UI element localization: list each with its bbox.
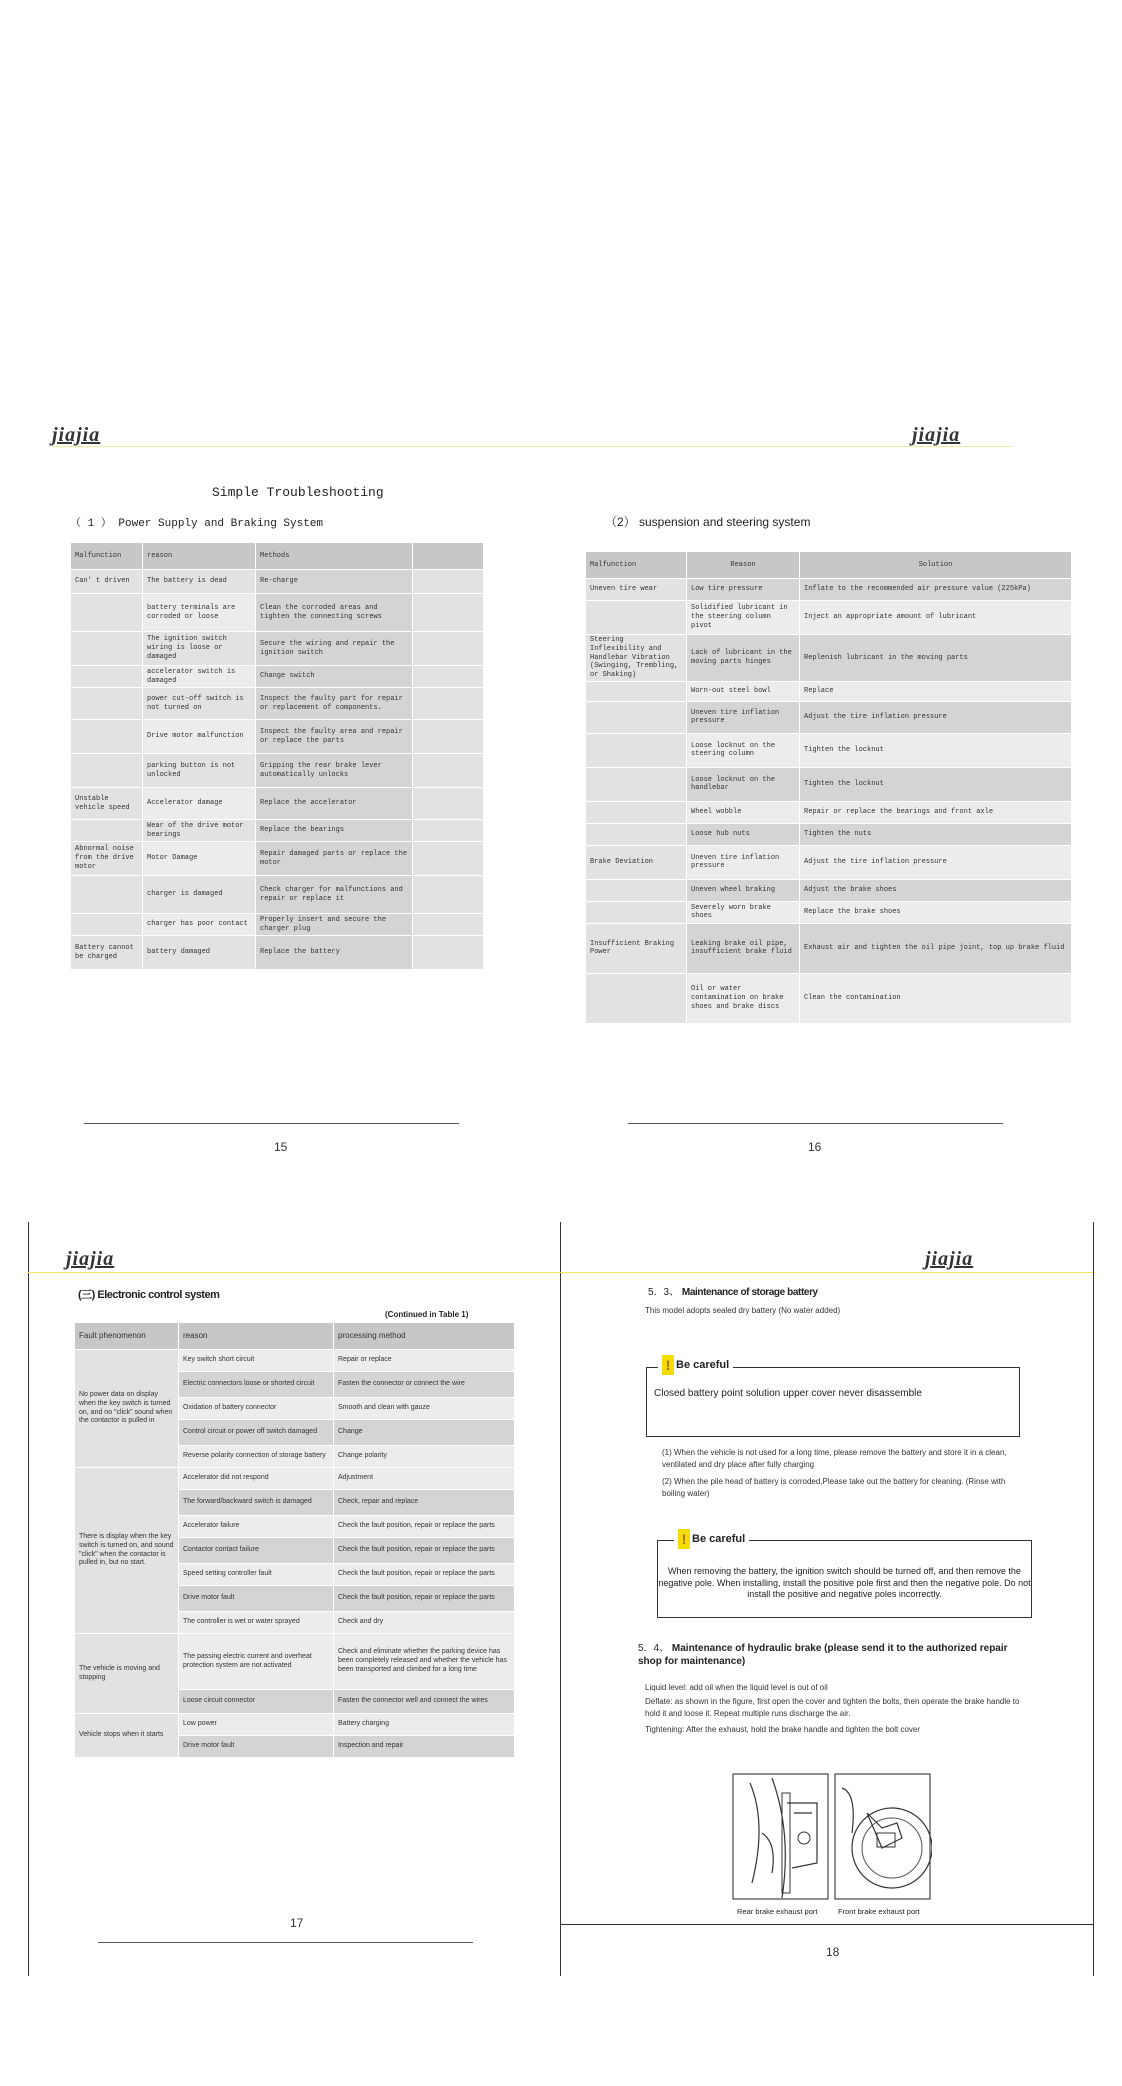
cell-malfunction: Abnormal noise from the drive motor (71, 842, 143, 876)
sec54-title: Maintenance of hydraulic brake (please send it to the authorized repair shop for maintenance) (638, 1643, 1008, 1667)
cell-reason: Severely worn brake shoes (687, 901, 800, 923)
cell-reason: Oil or water contamination on brake shoes and brake discs (687, 973, 800, 1023)
cell-method: Clean the corroded areas and tighten the connecting screws (256, 594, 413, 632)
cell-fault: There is display when the key switch is turned on, and sound "click" when the contactor is pulled in, but no start. (75, 1468, 179, 1634)
cell-method: Adjustment (334, 1468, 515, 1490)
cell-reason: Accelerator failure (179, 1516, 334, 1538)
cell-method: Check and eliminate whether the parking device has been completely released and whether the vehicle has been transported and climbed for a long time (334, 1634, 515, 1690)
cell-solution: Replace (800, 681, 1072, 701)
cell-malfunction (586, 701, 687, 733)
table-row (71, 820, 484, 842)
page-border-left (28, 1222, 29, 1976)
cell-method: Change switch (256, 666, 413, 688)
cell-fault: No power data on display when the key switch is turned on, and no "click" sound when the contactor is pulled in (75, 1350, 179, 1468)
cell-reason: Reverse polarity connection of storage battery (179, 1446, 334, 1468)
cell-method: Replace the accelerator (256, 788, 413, 820)
col-header-malfunction: Malfunction (586, 552, 687, 579)
cell-reason: Low power (179, 1714, 334, 1736)
col-header-methods: Methods (256, 543, 413, 570)
page17-number: 17 (290, 1916, 304, 1930)
cell-reason: The ignition switch wiring is loose or damaged (143, 632, 256, 666)
cell-reason: Wear of the drive motor bearings (143, 820, 256, 842)
cell-malfunction: Can' t driven (71, 570, 143, 594)
cell-method: Repair or replace (334, 1350, 515, 1372)
table-row (71, 688, 484, 720)
warning-icon: ! (662, 1355, 674, 1375)
cell-reason: charger has poor contact (143, 914, 256, 936)
cell-reason: Motor Damage (143, 842, 256, 876)
cell-malfunction (586, 901, 687, 923)
table-row (586, 901, 1072, 923)
table-row (586, 601, 1072, 635)
cell-malfunction: Insufficient Braking Power (586, 923, 687, 973)
table-row (586, 681, 1072, 701)
caption-front-brake: Front brake exhaust port (838, 1907, 920, 1916)
cell-empty (413, 720, 484, 754)
brand-logo-right: jiajia (925, 1248, 974, 1270)
cell-malfunction (71, 688, 143, 720)
cell-empty (413, 820, 484, 842)
table-row (586, 823, 1072, 845)
page15-footer-rule (84, 1123, 459, 1124)
cell-reason: Loose hub nuts (687, 823, 800, 845)
cell-reason: Loose locknut on the steering column (687, 733, 800, 767)
table-row (71, 594, 484, 632)
cell-reason: Oxidation of battery connector (179, 1398, 334, 1420)
col-header-fault: Fault phenomenon (75, 1323, 179, 1350)
sec53-number: 5．3、 (648, 1287, 680, 1298)
cell-solution: Adjust the tire inflation pressure (800, 701, 1072, 733)
cell-method: Properly insert and secure the charger plug (256, 914, 413, 936)
brake-exhaust-diagram (732, 1773, 932, 1903)
caption-rear-brake: Rear brake exhaust port (737, 1907, 818, 1916)
table-row (586, 733, 1072, 767)
cell-method: Check charger for malfunctions and repair or replace it (256, 876, 413, 914)
cell-reason: Drive motor fault (179, 1736, 334, 1758)
col-header-method: processing method (334, 1323, 515, 1350)
cell-malfunction: Battery cannot be charged (71, 936, 143, 970)
page17-subheading: (三) Electronic control system (78, 1289, 220, 1301)
page15-number: 15 (274, 1140, 288, 1154)
page-divider (560, 1222, 561, 1976)
page16-footer-rule (628, 1123, 1003, 1124)
col-header-reason: reason (179, 1323, 334, 1350)
cell-reason: battery damaged (143, 936, 256, 970)
cell-method: Gripping the rear brake lever automatically unlocks (256, 754, 413, 788)
cell-method: Battery charging (334, 1714, 515, 1736)
page17-footer-rule (98, 1942, 473, 1943)
cell-reason: Wheel wobble (687, 801, 800, 823)
table-row (75, 1350, 515, 1372)
battery-item-1: (1) When the vehicle is not used for a long time, please remove the battery and store it in a clean, ventilated and dry place after fully charging (662, 1448, 1007, 1469)
cell-method: Check and dry (334, 1612, 515, 1634)
cell-malfunction (71, 754, 143, 788)
cell-malfunction (586, 973, 687, 1023)
table-row (586, 845, 1072, 879)
caution-tag-2 (674, 1526, 749, 1552)
cell-reason: Contactor contact failure (179, 1538, 334, 1564)
table-row (71, 570, 484, 594)
col-header-malfunction: Malfunction (71, 543, 143, 570)
table-row (71, 914, 484, 936)
page16-number: 16 (808, 1140, 822, 1154)
hydraulic-line-3: Tightening: After the exhaust, hold the brake handle and tighten the bolt cover (645, 1725, 921, 1734)
cell-method: Re-charge (256, 570, 413, 594)
cell-method: Replace the battery (256, 936, 413, 970)
brand-logo-right: jiajia (912, 424, 961, 446)
caution-label-1: Be careful (676, 1359, 730, 1371)
page15-subheading: （ 1 ） Power Supply and Braking System (70, 518, 324, 530)
cell-fault: Vehicle stops when it starts (75, 1714, 179, 1758)
col-header-reason: reason (143, 543, 256, 570)
table-row (586, 801, 1072, 823)
cell-reason: Solidified lubricant in the steering column pivot (687, 601, 800, 635)
cell-reason: The controller is wet or water sprayed (179, 1612, 334, 1634)
cell-solution: Replace the brake shoes (800, 901, 1072, 923)
sec54-heading (638, 1642, 1033, 1668)
cell-method: Smooth and clean with gauze (334, 1398, 515, 1420)
cell-malfunction (71, 632, 143, 666)
cell-method: Fasten the connector well and connect the wires (334, 1690, 515, 1714)
cell-method: Change (334, 1420, 515, 1446)
page16-subheading: （2） suspension and steering system (605, 515, 811, 529)
cell-reason: Worn-out steel bowl (687, 681, 800, 701)
cell-reason: Drive motor fault (179, 1586, 334, 1612)
sec53-note: This model adopts sealed dry battery (No water added) (645, 1306, 841, 1315)
cell-malfunction (71, 594, 143, 632)
cell-reason: power cut-off switch is not turned on (143, 688, 256, 720)
table-row (71, 720, 484, 754)
caution-text-2: When removing the battery, the ignition switch should be turned off, and then remove the negative pole. When installing, install the positive pole first and then the negative pole. Do not install the positive and negative poles incorrectly. (658, 1566, 1031, 1600)
cell-malfunction (586, 801, 687, 823)
cell-reason: Speed setting controller fault (179, 1564, 334, 1586)
cell-reason: Key switch short circuit (179, 1350, 334, 1372)
rear-brake-figure (733, 1774, 828, 1899)
cell-malfunction (71, 914, 143, 936)
table-row (586, 579, 1072, 601)
cell-solution: Tighten the locknut (800, 733, 1072, 767)
cell-empty (413, 788, 484, 820)
cell-reason: The forward/backward switch is damaged (179, 1490, 334, 1516)
table-row (586, 973, 1072, 1023)
cell-solution: Adjust the tire inflation pressure (800, 845, 1072, 879)
cell-empty (413, 754, 484, 788)
cell-reason: Loose circuit connector (179, 1690, 334, 1714)
table-row (75, 1714, 515, 1736)
cell-method: Check the fault position, repair or replace the parts (334, 1538, 515, 1564)
page18-number: 18 (826, 1945, 840, 1959)
table-row (71, 936, 484, 970)
cell-malfunction (71, 820, 143, 842)
cell-reason: Uneven tire inflation pressure (687, 845, 800, 879)
table-row (71, 788, 484, 820)
cell-malfunction (586, 681, 687, 701)
cell-malfunction (71, 666, 143, 688)
table-row (71, 632, 484, 666)
cell-reason: The battery is dead (143, 570, 256, 594)
header-rule (52, 446, 1012, 447)
header-rule (28, 1272, 1093, 1273)
cell-empty (413, 914, 484, 936)
table-row (586, 923, 1072, 973)
cell-malfunction: Unstable vehicle speed (71, 788, 143, 820)
cell-method: Check, repair and replace (334, 1490, 515, 1516)
cell-solution: Adjust the brake shoes (800, 879, 1072, 901)
hydraulic-line-2: Deflate: as shown in the figure, first open the cover and tighten the bolts, then operate the brake handle to hold it and loose it. Repeat multiple runs discharge the air. (645, 1697, 1020, 1718)
table-row (586, 879, 1072, 901)
cell-empty (413, 666, 484, 688)
cell-reason: Electric connectors loose or shorted circuit (179, 1372, 334, 1398)
cell-reason: Uneven tire inflation pressure (687, 701, 800, 733)
page16-table (585, 551, 1072, 1024)
cell-fault: The vehicle is moving and stopping (75, 1634, 179, 1714)
cell-method: Inspect the faulty area and repair or replace the parts (256, 720, 413, 754)
cell-malfunction (71, 720, 143, 754)
cell-reason: Leaking brake oil pipe, insufficient brake fluid (687, 923, 800, 973)
cell-method: Check the fault position, repair or replace the parts (334, 1564, 515, 1586)
cell-solution: Exhaust air and tighten the oil pipe joint, top up brake fluid (800, 923, 1072, 973)
cell-malfunction: Uneven tire wear (586, 579, 687, 601)
page17-continued: (Continued in Table 1) (385, 1310, 469, 1319)
cell-reason: Lack of lubricant in the moving parts hinges (687, 635, 800, 682)
table-row (71, 876, 484, 914)
sec53-heading (648, 1283, 818, 1298)
col-header-solution: Solution (800, 552, 1072, 579)
cell-method: Inspection and repair (334, 1736, 515, 1758)
table-row (586, 767, 1072, 801)
cell-malfunction (586, 601, 687, 635)
caution-tag-1 (658, 1352, 733, 1378)
page15-heading: Simple Troubleshooting (212, 485, 384, 500)
table-row (75, 1634, 515, 1690)
cell-reason: battery terminals are corroded or loose (143, 594, 256, 632)
cell-reason: The passing electric current and overheat protection system are not activated (179, 1634, 334, 1690)
table-row (586, 635, 1072, 682)
cell-empty (413, 688, 484, 720)
cell-reason: Accelerator damage (143, 788, 256, 820)
cell-malfunction (586, 733, 687, 767)
page-border-right (1093, 1222, 1094, 1976)
cell-method: Change polarity (334, 1446, 515, 1468)
sec54-number: 5．4、 (638, 1643, 670, 1654)
cell-method: Fasten the connector or connect the wire (334, 1372, 515, 1398)
table-row (75, 1468, 515, 1490)
table-row (586, 701, 1072, 733)
cell-solution: Replenish lubricant in the moving parts (800, 635, 1072, 682)
cell-reason: parking button is not unlocked (143, 754, 256, 788)
cell-method: Inspect the faulty part for repair or replacement of components. (256, 688, 413, 720)
cell-method: Secure the wiring and repair the ignition switch (256, 632, 413, 666)
cell-malfunction: Brake Deviation (586, 845, 687, 879)
cell-method: Check the fault position, repair or replace the parts (334, 1516, 515, 1538)
cell-reason: Control circuit or power off switch damaged (179, 1420, 334, 1446)
cell-solution: Inflate to the recommended air pressure value (225kPa) (800, 579, 1072, 601)
cell-method: Replace the bearings (256, 820, 413, 842)
cell-reason: Accelerator did not respond (179, 1468, 334, 1490)
cell-empty (413, 936, 484, 970)
cell-method: Check the fault position, repair or replace the parts (334, 1586, 515, 1612)
cell-reason: Loose locknut on the handlebar (687, 767, 800, 801)
table-row (71, 754, 484, 788)
page17-table (74, 1322, 515, 1758)
caution-text-1: Closed battery point solution upper cover never disassemble (654, 1388, 922, 1399)
cell-empty (413, 876, 484, 914)
warning-icon: ! (678, 1529, 690, 1549)
col-header-reason: Reason (687, 552, 800, 579)
table-row (71, 666, 484, 688)
sec53-title: Maintenance of storage battery (681, 1287, 818, 1298)
cell-solution: Tighten the locknut (800, 767, 1072, 801)
cell-reason: Uneven wheel braking (687, 879, 800, 901)
cell-malfunction (586, 767, 687, 801)
cell-reason: Low tire pressure (687, 579, 800, 601)
cell-malfunction (586, 823, 687, 845)
cell-empty (413, 594, 484, 632)
cell-empty (413, 842, 484, 876)
cell-solution: Inject an appropriate amount of lubricant (800, 601, 1072, 635)
cell-malfunction (71, 876, 143, 914)
cell-solution: Tighten the nuts (800, 823, 1072, 845)
brand-logo-left: jiajia (66, 1248, 115, 1270)
page18-footer-rule (561, 1924, 1093, 1925)
cell-reason: Drive motor malfunction (143, 720, 256, 754)
cell-empty (413, 632, 484, 666)
brand-logo-left: jiajia (52, 424, 101, 446)
cell-malfunction: Steering Inflexibility and Handlebar Vibration (Swinging, Trembling, or Shaking) (586, 635, 687, 682)
cell-solution: Repair or replace the bearings and front axle (800, 801, 1072, 823)
cell-malfunction (586, 879, 687, 901)
cell-reason: accelerator switch is damaged (143, 666, 256, 688)
table-row (71, 842, 484, 876)
hydraulic-line-1: Liquid level: add oil when the liquid level is out of oil (645, 1683, 828, 1692)
cell-empty (413, 570, 484, 594)
page15-table (70, 542, 484, 970)
cell-reason: charger is damaged (143, 876, 256, 914)
battery-item-2: (2) When the pile head of battery is corroded,Please take out the battery for cleaning. (Rinse with boiling water) (662, 1477, 1006, 1498)
caution-label-2: Be careful (692, 1533, 746, 1545)
cell-method: Repair damaged parts or replace the motor (256, 842, 413, 876)
cell-solution: Clean the contamination (800, 973, 1072, 1023)
